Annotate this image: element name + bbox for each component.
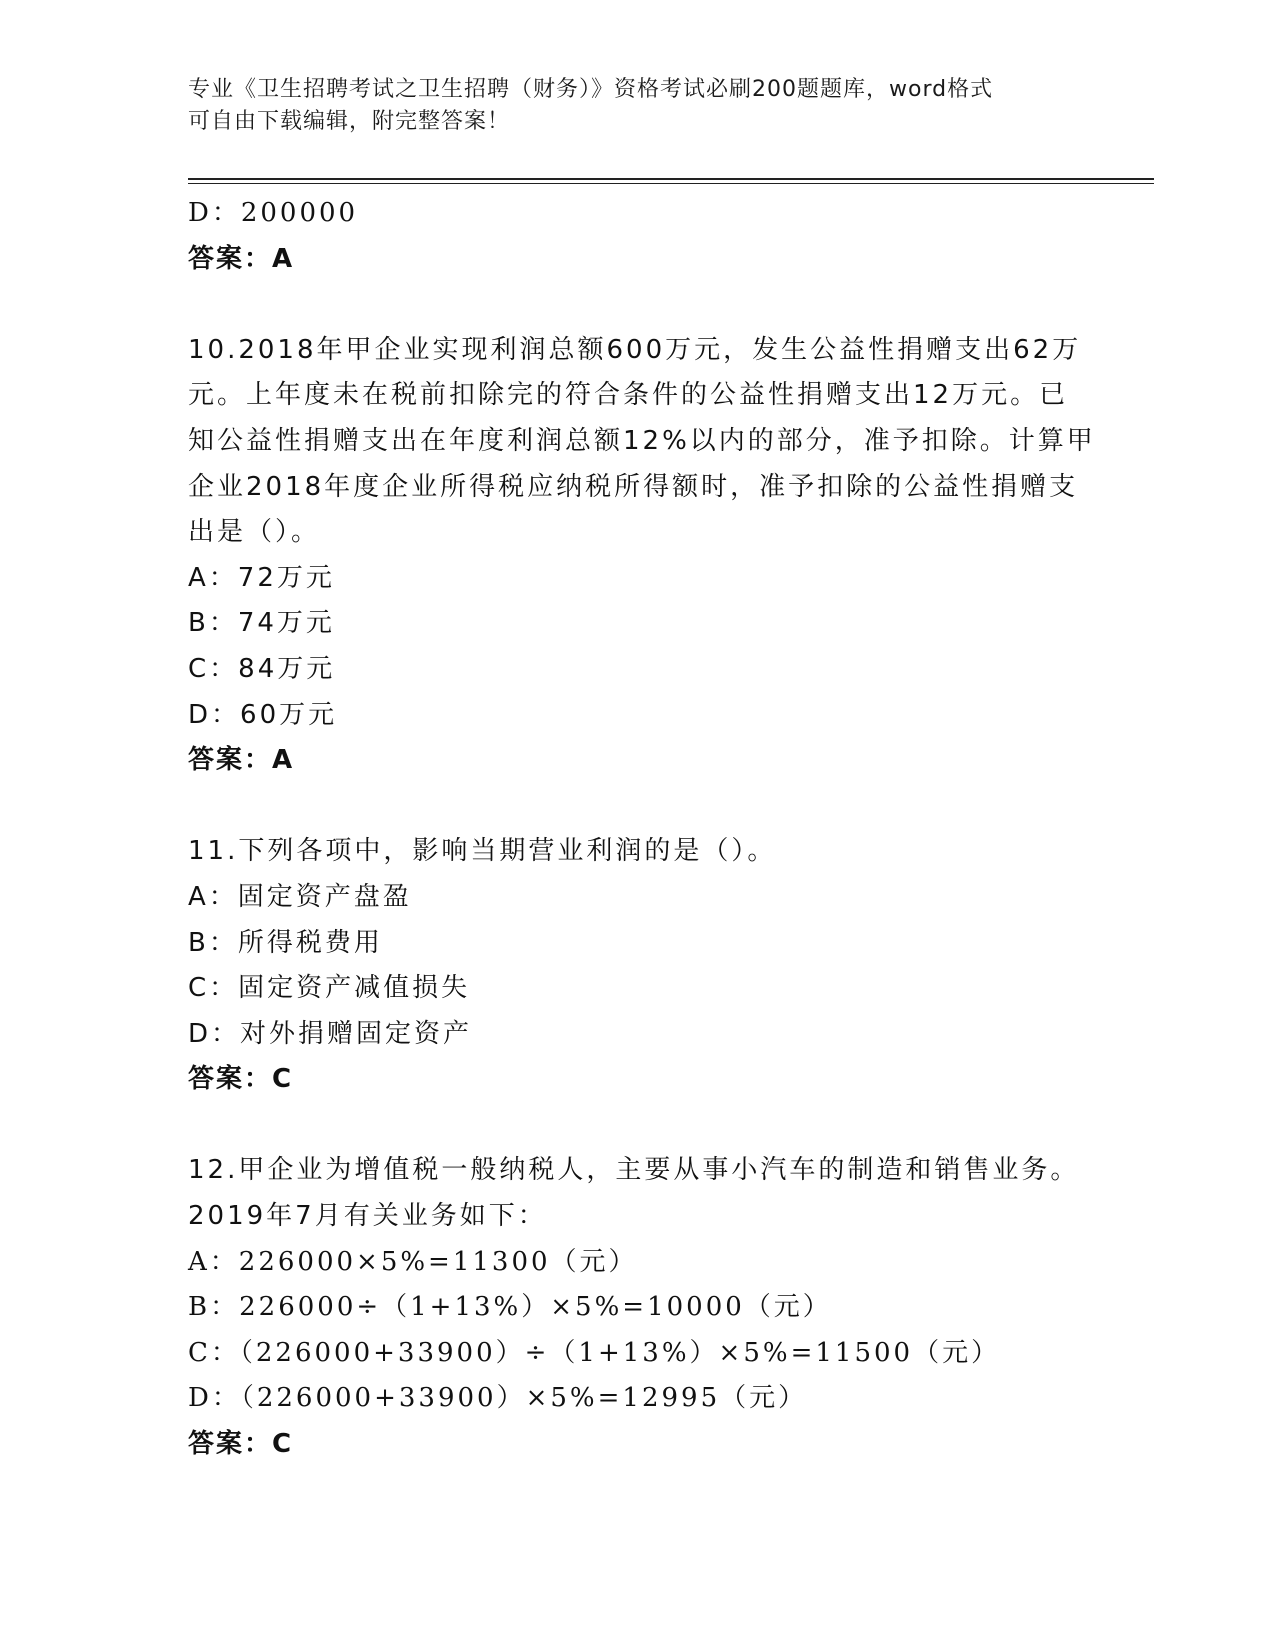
q12-stem-line-1: 12.甲企业为增值税一般纳税人，主要从事小汽车的制造和销售业务。 <box>188 1155 1080 1186</box>
q11-answer: 答案：C <box>188 1064 294 1095</box>
header-divider-thin <box>188 183 1154 184</box>
q12-option-d: D：（226000+33900）×5%=12995（元） <box>188 1383 808 1414</box>
q11-option-d: D：对外捐赠固定资产 <box>188 1018 473 1049</box>
q11-option-a: A：固定资产盘盈 <box>188 881 412 912</box>
q11-stem: 11.下列各项中，影响当期营业利润的是（）。 <box>188 836 777 867</box>
spacer <box>188 282 1088 328</box>
q9-option-d: D：200000 <box>188 198 359 228</box>
q12-option-b: B：226000÷（1+13%）×5%=10000（元） <box>188 1292 832 1323</box>
q12-answer: 答案：C <box>188 1429 294 1460</box>
q10-stem-line-5: 出是（）。 <box>188 517 321 548</box>
q11-option-c: C：固定资产减值损失 <box>188 973 471 1004</box>
q10-option-a: A：72万元 <box>188 562 335 593</box>
document-body <box>188 191 1096 1468</box>
spacer <box>188 784 1088 830</box>
q10-option-c: C：84万元 <box>188 653 336 684</box>
q9-answer: 答案：A <box>188 243 295 274</box>
q10-answer: 答案：A <box>188 745 295 776</box>
spacer <box>188 1103 1088 1149</box>
header-line-2: 可自由下载编辑，附完整答案！ <box>188 109 511 134</box>
q12-option-a: A：226000×5%=11300（元） <box>188 1246 638 1277</box>
q11-option-b: B：所得税费用 <box>188 927 383 958</box>
q10-stem-line-4: 企业2018年度企业所得税应纳税所得额时，准予扣除的公益性捐赠支 <box>188 471 1079 502</box>
q10-stem-line-3: 知公益性捐赠支出在年度利润总额12%以内的部分，准予扣除。计算甲 <box>188 425 1096 456</box>
question-11 <box>188 829 1088 1103</box>
header-line-1: 专业《卫生招聘考试之卫生招聘（财务）》资格考试必刷200题题库，word格式 <box>188 77 994 102</box>
q10-option-d: D：60万元 <box>188 699 338 730</box>
q10-stem-line-1: 10.2018年甲企业实现利润总额600万元，发生公益性捐赠支出62万 <box>188 334 1082 365</box>
question-10 <box>188 328 1096 784</box>
header-divider-thick <box>188 178 1154 180</box>
q10-option-b: B：74万元 <box>188 608 335 639</box>
q12-stem-line-2: 2019年7月有关业务如下： <box>188 1201 547 1232</box>
q10-stem-line-2: 元。上年度未在税前扣除完的符合条件的公益性捐赠支出12万元。已 <box>188 380 1069 411</box>
question-12 <box>188 1148 1088 1467</box>
document-header <box>188 74 1068 138</box>
q12-option-c: C：（226000+33900）÷（1+13%）×5%=11500（元） <box>188 1337 1001 1368</box>
